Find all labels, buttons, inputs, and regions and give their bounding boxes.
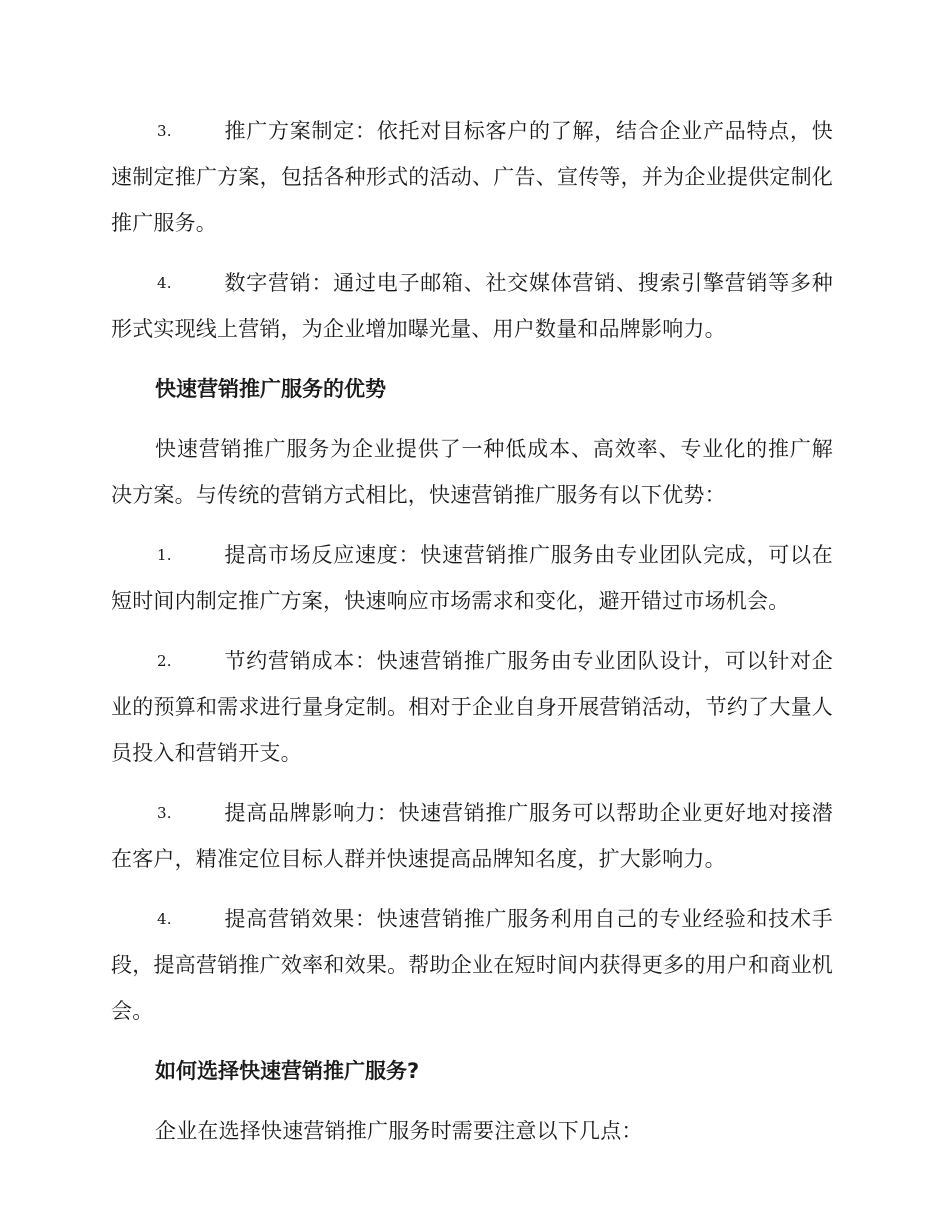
list-number: 1.	[157, 546, 172, 564]
list-text: 数字营销：通过电子邮箱、社交媒体营销、搜索引擎营销等多种形式实现线上营销，为企业增加曝光量、用户数量和品牌影响力。	[111, 271, 833, 341]
section-heading-how-to-choose: 如何选择快速营销推广服务?	[155, 1059, 420, 1083]
section-heading-advantages: 快速营销推广服务的优势	[155, 377, 386, 401]
list-item	[111, 532, 833, 624]
list-item	[111, 108, 833, 246]
list-text: 提高品牌影响力：快速营销推广服务可以帮助企业更好地对接潜在客户，精准定位目标人群并快速提高品牌知名度，扩大影响力。	[111, 801, 833, 871]
list-text: 节约营销成本：快速营销推广服务由专业团队设计，可以针对企业的预算和需求进行量身定制。相对于企业自身开展营销活动，节约了大量人员投入和营销开支。	[111, 649, 833, 765]
list-text: 提高营销效果：快速营销推广服务利用自己的专业经验和技术手段，提高营销推广效率和效果。帮助企业在短时间内获得更多的用户和商业机会。	[111, 907, 833, 1023]
list-number: 4.	[157, 274, 172, 292]
list-item	[111, 790, 833, 882]
list-text: 提高市场反应速度：快速营销推广服务由专业团队完成，可以在短时间内制定推广方案，快速响应市场需求和变化，避开错过市场机会。	[111, 543, 833, 613]
paragraph-selection: 企业在选择快速营销推广服务时需要注意以下几点：	[155, 1119, 643, 1143]
list-number: 4.	[157, 910, 172, 928]
list-number: 2.	[157, 652, 172, 670]
list-number: 3.	[157, 122, 172, 140]
list-text: 推广方案制定：依托对目标客户的了解，结合企业产品特点，快速制定推广方案，包括各种形式的活动、广告、宣传等，并为企业提供定制化推广服务。	[111, 119, 833, 235]
list-item	[111, 896, 833, 1034]
document-body	[111, 108, 833, 1168]
list-item	[111, 260, 833, 352]
list-item	[111, 638, 833, 776]
list-number: 3.	[157, 804, 172, 822]
paragraph-intro: 快速营销推广服务为企业提供了一种低成本、高效率、专业化的推广解决方案。与传统的营销方式相比，快速营销推广服务有以下优势：	[111, 437, 833, 507]
